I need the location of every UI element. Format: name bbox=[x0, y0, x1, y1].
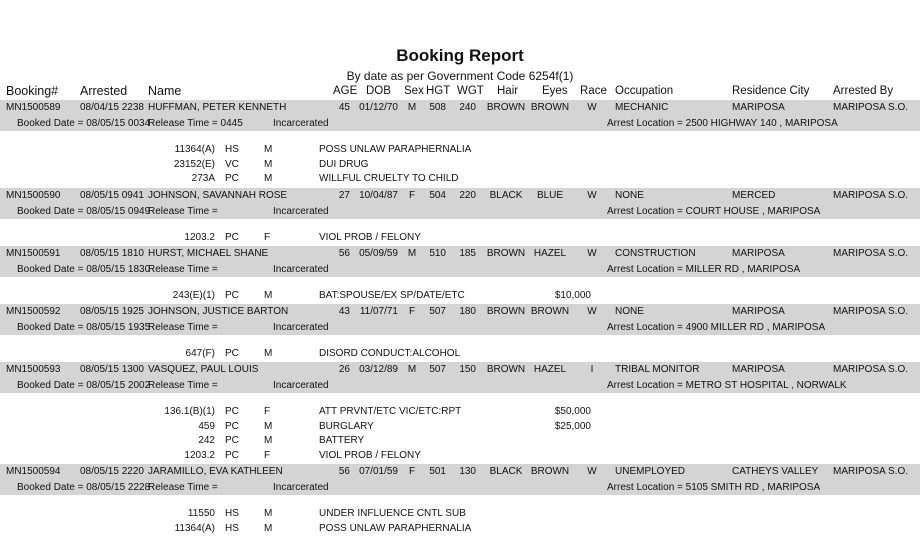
sex-value: F bbox=[408, 306, 416, 317]
custody-status: Incarcerated bbox=[273, 264, 329, 275]
col-header-dob: DOB bbox=[366, 85, 391, 97]
weight-value: 130 bbox=[459, 466, 476, 477]
person-name: JOHNSON, SAVANNAH ROSE bbox=[148, 190, 288, 201]
col-header-arrested-by: Arrested By bbox=[833, 85, 894, 97]
charge-code: 242 bbox=[198, 435, 215, 447]
dob-value: 10/04/87 bbox=[359, 190, 398, 201]
dob-value: 03/12/89 bbox=[359, 364, 398, 375]
custody-status: Incarcerated bbox=[273, 322, 329, 333]
charge-code: 11364(A) bbox=[174, 522, 215, 534]
booking-row bbox=[0, 248, 920, 263]
charge-row bbox=[0, 406, 920, 420]
charge-type: PC bbox=[225, 348, 239, 359]
hair-value: BROWN bbox=[486, 248, 526, 259]
arrested-by-value: MARIPOSA S.O. bbox=[833, 466, 909, 477]
race-value: I bbox=[590, 364, 594, 375]
custody-status: Incarcerated bbox=[273, 206, 329, 217]
charge-description: BURGLARY bbox=[319, 420, 374, 432]
hair-value: BLACK bbox=[489, 190, 523, 201]
arrested-datetime: 08/05/15 1810 bbox=[80, 248, 144, 259]
col-header-sex: Sex bbox=[404, 85, 424, 97]
charge-row bbox=[0, 508, 920, 522]
charge-code: 459 bbox=[198, 420, 215, 432]
race-value: W bbox=[587, 102, 597, 113]
height-value: 507 bbox=[429, 306, 446, 317]
charge-type: HS bbox=[225, 508, 239, 519]
dob-value: 07/01/59 bbox=[359, 466, 398, 477]
charge-level: F bbox=[264, 406, 271, 417]
occupation-value: UNEMPLOYED bbox=[615, 466, 686, 477]
residence-city: CATHEYS VALLEY bbox=[732, 466, 819, 477]
race-value: W bbox=[587, 248, 597, 259]
charge-description: BAT:SPOUSE/EX SP/DATE/ETC bbox=[319, 290, 465, 301]
booking-row bbox=[0, 466, 920, 481]
arrest-location: Arrest Location = MILLER RD , MARIPOSA bbox=[607, 264, 801, 275]
booking-row bbox=[0, 190, 920, 205]
booking-row bbox=[0, 306, 920, 321]
arrested-by-value: MARIPOSA S.O. bbox=[833, 364, 909, 375]
charge-description: VIOL PROB / FELONY bbox=[319, 450, 421, 462]
booking-detail-row bbox=[0, 322, 920, 337]
booked-date: Booked Date = 08/05/15 0034 bbox=[17, 118, 151, 129]
release-time: Release Time = bbox=[148, 264, 218, 275]
charge-row bbox=[0, 144, 920, 158]
booking-detail-row bbox=[0, 380, 920, 395]
charge-level: F bbox=[264, 450, 271, 462]
eyes-value: BROWN bbox=[530, 466, 570, 477]
custody-status: Incarcerated bbox=[273, 482, 329, 493]
charge-description: WILLFUL CRUELTY TO CHILD bbox=[319, 173, 459, 185]
race-value: W bbox=[587, 306, 597, 317]
booking-number: MN1500592 bbox=[6, 306, 61, 317]
dob-value: 05/09/59 bbox=[359, 248, 398, 259]
occupation-value: MECHANIC bbox=[615, 102, 669, 113]
charge-type: PC bbox=[225, 290, 239, 301]
residence-city: MARIPOSA bbox=[732, 248, 785, 259]
sex-value: F bbox=[408, 466, 416, 477]
residence-city: MARIPOSA bbox=[732, 102, 785, 113]
occupation-value: TRIBAL MONITOR bbox=[615, 364, 700, 375]
booking-number: MN1500594 bbox=[6, 466, 61, 477]
custody-status: Incarcerated bbox=[273, 118, 329, 129]
age-value: 43 bbox=[338, 306, 350, 317]
eyes-value: BROWN bbox=[530, 306, 570, 317]
arrested-by-value: MARIPOSA S.O. bbox=[833, 102, 909, 113]
charge-type: PC bbox=[225, 173, 239, 185]
booked-date: Booked Date = 08/05/15 0949 bbox=[17, 206, 151, 217]
charge-row bbox=[0, 173, 920, 187]
charge-level: M bbox=[264, 435, 273, 447]
charge-level: M bbox=[264, 158, 273, 170]
charge-description: POSS UNLAW PARAPHERNALIA bbox=[319, 144, 472, 155]
height-value: 510 bbox=[429, 248, 446, 259]
col-header-booking: Booking# bbox=[6, 84, 59, 98]
height-value: 504 bbox=[429, 190, 446, 201]
charge-level: M bbox=[264, 173, 273, 185]
eyes-value: HAZEL bbox=[533, 248, 567, 259]
arrest-location: Arrest Location = COURT HOUSE , MARIPOSA bbox=[607, 206, 821, 217]
residence-city: MARIPOSA bbox=[732, 306, 785, 317]
charge-level: M bbox=[264, 522, 273, 534]
sex-value: F bbox=[408, 190, 416, 201]
charge-description: DUI DRUG bbox=[319, 158, 369, 170]
release-time: Release Time = bbox=[148, 380, 218, 391]
booking-number: MN1500591 bbox=[6, 248, 61, 259]
arrested-datetime: 08/05/15 2220 bbox=[80, 466, 144, 477]
person-name: JARAMILLO, EVA KATHLEEN bbox=[148, 466, 283, 477]
charge-level: M bbox=[264, 508, 273, 519]
charge-level: M bbox=[264, 348, 273, 359]
charge-code: 11550 bbox=[187, 508, 215, 519]
arrested-datetime: 08/05/15 1300 bbox=[80, 364, 144, 375]
race-value: W bbox=[587, 466, 597, 477]
arrested-by-value: MARIPOSA S.O. bbox=[833, 306, 909, 317]
residence-city: MERCED bbox=[732, 190, 776, 201]
person-name: VASQUEZ, PAUL LOUIS bbox=[148, 364, 259, 375]
charge-code: 1203.2 bbox=[184, 450, 215, 462]
col-header-hair: Hair bbox=[497, 85, 519, 97]
booking-number: MN1500593 bbox=[6, 364, 61, 375]
height-value: 508 bbox=[429, 102, 446, 113]
height-value: 507 bbox=[429, 364, 446, 375]
charge-row bbox=[0, 435, 920, 449]
booked-date: Booked Date = 08/05/15 1935 bbox=[17, 322, 151, 333]
sex-value: M bbox=[407, 102, 417, 113]
charge-code: 23152(E) bbox=[173, 158, 215, 170]
charge-level: F bbox=[264, 232, 271, 243]
charge-description: DISORD CONDUCT:ALCOHOL bbox=[319, 348, 461, 359]
age-value: 56 bbox=[338, 466, 350, 477]
booking-row bbox=[0, 102, 920, 117]
arrested-datetime: 08/04/15 2238 bbox=[80, 102, 144, 113]
charge-type: PC bbox=[225, 406, 239, 417]
charge-level: M bbox=[264, 290, 273, 301]
height-value: 501 bbox=[429, 466, 446, 477]
age-value: 27 bbox=[338, 190, 350, 201]
weight-value: 150 bbox=[459, 364, 476, 375]
charge-code: 136.1(B)(1) bbox=[164, 406, 215, 417]
charge-row bbox=[0, 232, 920, 246]
release-time: Release Time = bbox=[148, 482, 218, 493]
col-header-race: Race bbox=[580, 85, 607, 97]
booking-number: MN1500590 bbox=[6, 190, 61, 201]
charge-type: HS bbox=[225, 522, 239, 534]
charge-level: M bbox=[264, 144, 273, 155]
booking-detail-row bbox=[0, 206, 920, 221]
eyes-value: BLUE bbox=[536, 190, 564, 201]
person-name: HURST, MICHAEL SHANE bbox=[148, 248, 269, 259]
charge-type: VC bbox=[225, 158, 239, 170]
booked-date: Booked Date = 08/05/15 1830 bbox=[17, 264, 151, 275]
col-header-residence: Residence City bbox=[732, 85, 810, 97]
arrest-location: Arrest Location = 2500 HIGHWAY 140 , MARIPOSA bbox=[607, 118, 838, 129]
arrested-datetime: 08/05/15 0941 bbox=[80, 190, 144, 201]
arrest-location: Arrest Location = METRO ST HOSPITAL , NORWALK bbox=[607, 380, 847, 391]
release-time: Release Time = bbox=[148, 206, 218, 217]
col-header-eyes: Eyes bbox=[542, 85, 568, 97]
sex-value: M bbox=[407, 364, 417, 375]
charge-row bbox=[0, 450, 920, 464]
charge-row bbox=[0, 523, 920, 537]
charge-level: M bbox=[264, 420, 273, 432]
charge-type: HS bbox=[225, 144, 239, 155]
person-name: JOHNSON, JUSTICE BARTON bbox=[148, 306, 289, 317]
charge-type: PC bbox=[225, 435, 239, 447]
race-value: W bbox=[587, 190, 597, 201]
arrest-location: Arrest Location = 4900 MILLER RD , MARIPOSA bbox=[607, 322, 826, 333]
sex-value: M bbox=[407, 248, 417, 259]
charge-code: 1203.2 bbox=[184, 232, 215, 243]
charge-code: 243(E)(1) bbox=[172, 290, 215, 301]
age-value: 45 bbox=[338, 102, 350, 113]
booking-row bbox=[0, 364, 920, 379]
hair-value: BROWN bbox=[486, 364, 526, 375]
col-header-arrested: Arrested bbox=[80, 84, 128, 98]
charge-code: 11364(A) bbox=[174, 144, 215, 155]
arrested-datetime: 08/05/15 1925 bbox=[80, 306, 144, 317]
report-title: Booking Report bbox=[396, 46, 524, 65]
col-header-wgt: WGT bbox=[457, 85, 484, 97]
occupation-value: CONSTRUCTION bbox=[615, 248, 696, 259]
eyes-value: HAZEL bbox=[533, 364, 567, 375]
release-time: Release Time = bbox=[148, 322, 218, 333]
booking-detail-row bbox=[0, 264, 920, 279]
occupation-value: NONE bbox=[615, 190, 644, 201]
bail-amount: $25,000 bbox=[554, 420, 591, 432]
age-value: 56 bbox=[338, 248, 350, 259]
arrest-location: Arrest Location = 5105 SMITH RD , MARIPOSA bbox=[607, 482, 821, 493]
charge-type: PC bbox=[225, 450, 239, 462]
weight-value: 220 bbox=[459, 190, 476, 201]
charge-description: POSS UNLAW PARAPHERNALIA bbox=[319, 522, 472, 534]
release-time: Release Time = 0445 bbox=[148, 118, 243, 129]
weight-value: 240 bbox=[459, 102, 476, 113]
weight-value: 185 bbox=[459, 248, 476, 259]
weight-value: 180 bbox=[459, 306, 476, 317]
report-subtitle: By date as per Government Code 6254f(1) bbox=[346, 69, 574, 83]
col-header-occupation: Occupation bbox=[615, 85, 674, 97]
bail-amount: $50,000 bbox=[554, 406, 591, 417]
hair-value: BROWN bbox=[486, 102, 526, 113]
age-value: 26 bbox=[338, 364, 350, 375]
col-header-hgt: HGT bbox=[426, 85, 451, 97]
charge-type: PC bbox=[225, 232, 239, 243]
residence-city: MARIPOSA bbox=[732, 364, 785, 375]
booking-detail-row bbox=[0, 482, 920, 497]
dob-value: 11/07/71 bbox=[359, 306, 398, 317]
custody-status: Incarcerated bbox=[273, 380, 329, 391]
hair-value: BROWN bbox=[486, 306, 526, 317]
charge-description: BATTERY bbox=[319, 435, 365, 447]
charge-code: 647(F) bbox=[185, 348, 215, 359]
col-header-age: AGE bbox=[333, 85, 358, 97]
charge-description: VIOL PROB / FELONY bbox=[319, 232, 421, 243]
booking-number: MN1500589 bbox=[6, 102, 61, 113]
charge-row bbox=[0, 348, 920, 362]
booked-date: Booked Date = 08/05/15 2228 bbox=[17, 482, 151, 493]
bail-amount: $10,000 bbox=[554, 290, 591, 301]
booking-detail-row bbox=[0, 118, 920, 133]
charge-type: PC bbox=[225, 420, 239, 432]
charge-description: ATT PRVNT/ETC VIC/ETC:RPT bbox=[319, 406, 462, 417]
arrested-by-value: MARIPOSA S.O. bbox=[833, 190, 909, 201]
booked-date: Booked Date = 08/05/15 2002 bbox=[17, 380, 151, 391]
charge-row bbox=[0, 290, 920, 304]
charge-code: 273A bbox=[191, 173, 215, 185]
charge-row bbox=[0, 421, 920, 435]
col-header-name: Name bbox=[148, 84, 182, 98]
arrested-by-value: MARIPOSA S.O. bbox=[833, 248, 909, 259]
charge-description: UNDER INFLUENCE CNTL SUB bbox=[319, 508, 466, 519]
eyes-value: BROWN bbox=[530, 102, 570, 113]
dob-value: 01/12/70 bbox=[359, 102, 398, 113]
person-name: HUFFMAN, PETER KENNETH bbox=[148, 102, 287, 113]
hair-value: BLACK bbox=[489, 466, 523, 477]
charge-row bbox=[0, 159, 920, 173]
occupation-value: NONE bbox=[615, 306, 644, 317]
